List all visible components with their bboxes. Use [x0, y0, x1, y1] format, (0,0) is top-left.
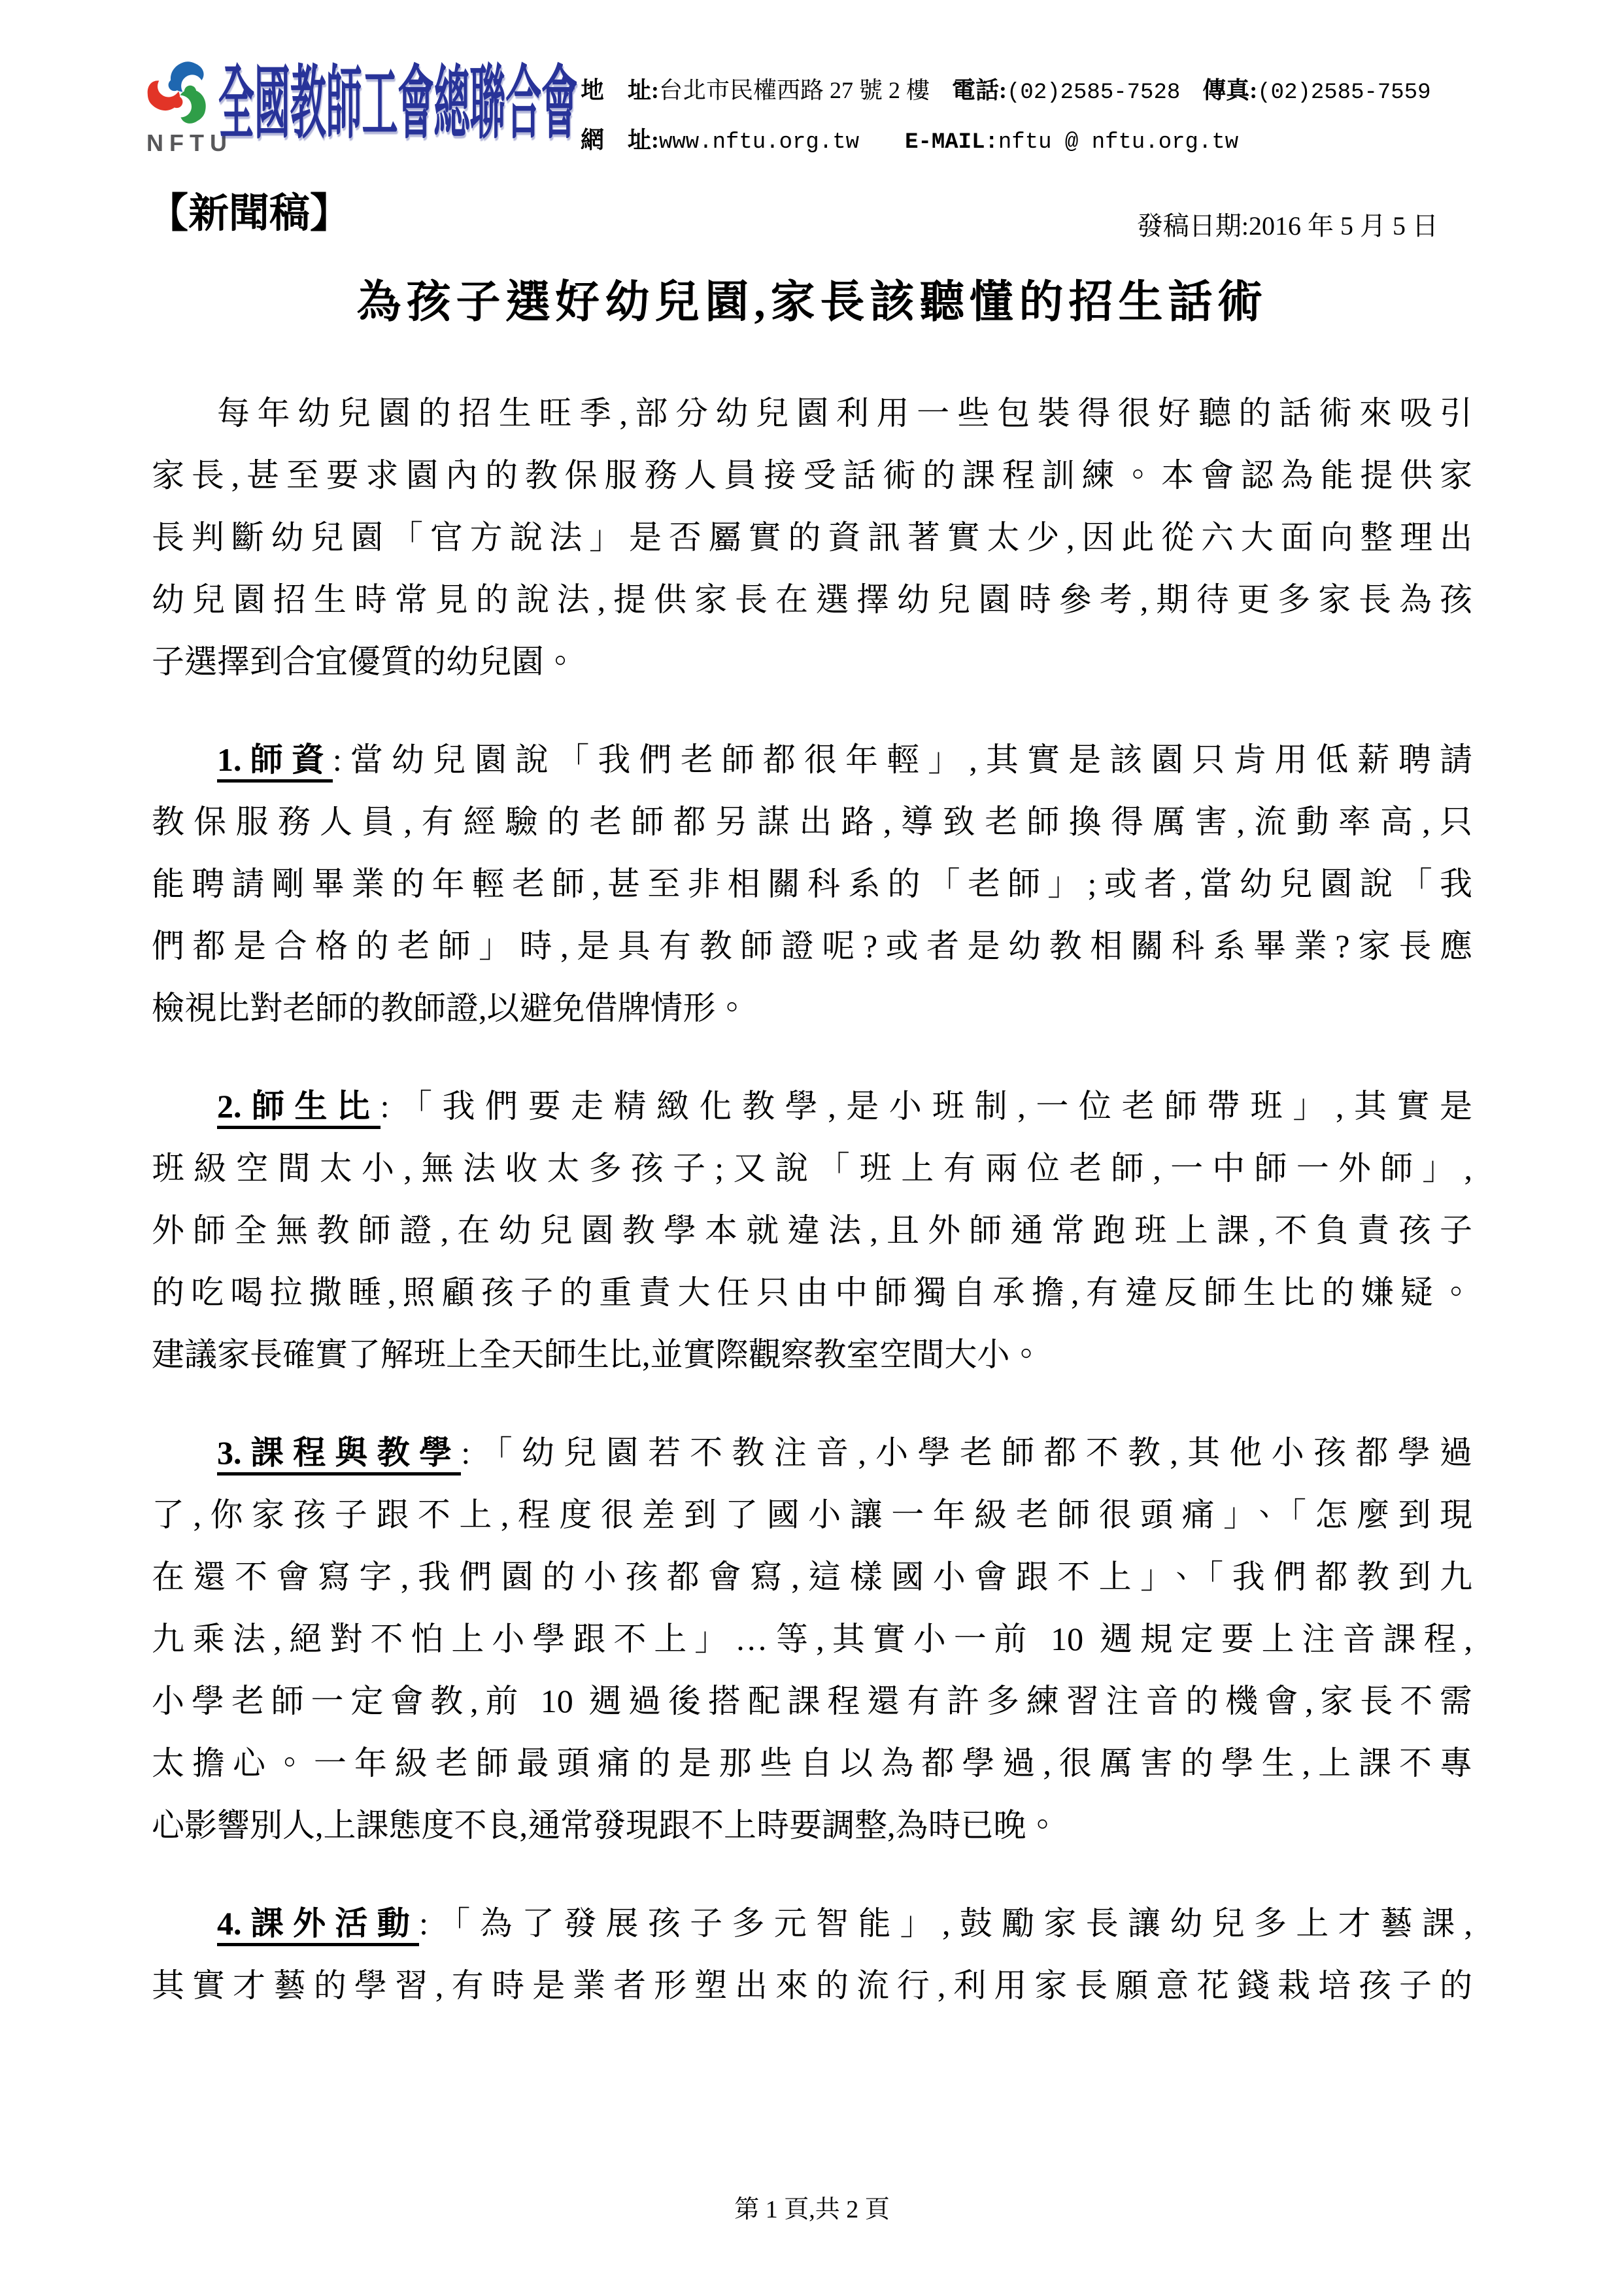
email-value: nftu @ nftu.org.tw: [998, 130, 1239, 155]
section-heading: 3.課程與教學: [217, 1434, 461, 1476]
body-line: 家長,甚至要求園內的教保服務人員接受話術的課程訓練。本會認為能提供家: [152, 457, 1472, 494]
contact-line-address: [581, 72, 1431, 105]
section-heading-rest: :「為了發展孩子多元智能」,鼓勵家長讓幼兒多上才藝課,: [419, 1905, 1473, 1942]
email-label: E-MAIL:: [905, 130, 998, 155]
body-line: 幼兒園招生時常見的說法,提供家長在選擇幼兒園時參考,期待更多家長為孩: [152, 581, 1472, 618]
org-name-calligraphy: 全國教師工會總聯合會: [218, 60, 577, 148]
body-line: 在還不會寫字,我們園的小孩都會寫,這樣國小會跟不上」、「我們都教到九: [152, 1559, 1472, 1595]
section-heading: 4.課外活動: [217, 1905, 419, 1946]
release-date: 發稿日期:2016 年 5 月 5 日: [1136, 211, 1438, 241]
body-line: 的吃喝拉撒睡,照顧孩子的重責大任只由中師獨自承擔,有違反師生比的嫌疑。: [152, 1274, 1472, 1311]
logo-nftu-text: NFTU: [146, 129, 233, 156]
section-heading: 1.師資: [217, 741, 333, 783]
phone-label: 電話:: [952, 77, 1007, 103]
body-line: 檢視比對老師的教師證,以避免借牌情形。: [152, 990, 749, 1026]
nftu-logo-icon: [144, 58, 217, 131]
body-line: [152, 1893, 1472, 1955]
body-line: 教保服務人員,有經驗的老師都另謀出路,導致老師換得厲害,流動率高,只: [152, 803, 1472, 840]
press-release-body: [152, 382, 1472, 2053]
body-line: 小學老師一定會教,前 10 週過後搭配課程還有許多練習注音的機會,家長不需: [152, 1683, 1472, 1719]
web-value: www.nftu.org.tw: [659, 130, 860, 155]
body-line: 能聘請剛畢業的年輕老師,甚至非相關科系的「老師」;或者,當幼兒園說「我: [152, 866, 1472, 902]
body-line: [152, 1075, 1472, 1138]
body-line: 每年幼兒園的招生旺季,部分幼兒園利用一些包裝得很好聽的話術來吸引: [217, 395, 1472, 431]
section-curriculum: [152, 1422, 1472, 1857]
body-line: 心影響別人,上課態度不良,通常發現跟不上時要調整,為時已晚。: [152, 1807, 1059, 1844]
body-line: [152, 729, 1472, 791]
section-heading-rest: :「幼兒園若不教注音,小學老師都不教,其他小孩都學過: [461, 1434, 1473, 1471]
address-value: 台北市民權西路 27 號 2 樓: [659, 77, 930, 103]
section-ratio: [152, 1075, 1472, 1386]
fax-value: (02)2585-7559: [1257, 80, 1431, 105]
section-heading-rest: :「我們要走精緻化教學,是小班制,一位老師帶班」,其實是: [380, 1088, 1473, 1124]
phone-value: (02)2585-7528: [1007, 80, 1181, 105]
page-number-footer: 第 1 頁,共 2 頁: [734, 2196, 890, 2223]
section-heading-rest: :當幼兒園說「我們老師都很年輕」,其實是該園只肯用低薪聘請: [332, 741, 1473, 778]
intro-paragraph: [152, 382, 1472, 693]
section-heading: 2.師生比: [217, 1088, 381, 1129]
section-teachers: [152, 729, 1472, 1039]
body-line: 長判斷幼兒園「官方說法」是否屬實的資訊著實太少,因此從六大面向整理出: [152, 519, 1472, 556]
contact-line-web: [581, 122, 1238, 155]
body-line: 了,你家孩子跟不上,程度很差到了國小讓一年級老師很頭痛」、「怎麼到現: [152, 1496, 1472, 1533]
body-line: 班級空間太小,無法收太多孩子;又說「班上有兩位老師,一中師一外師」,: [152, 1150, 1472, 1187]
doc-type-label: 【新聞稿】: [148, 192, 351, 236]
page-title: 為孩子選好幼兒園,家長該聽懂的招生話術: [356, 277, 1268, 327]
body-line: 們都是合格的老師」時,是具有教師證呢?或者是幼教相關科系畢業?家長應: [152, 928, 1472, 964]
body-line: 子選擇到合宜優質的幼兒園。: [152, 643, 577, 680]
body-line: 建議家長確實了解班上全天師生比,並實際觀察教室空間大小。: [152, 1336, 1043, 1373]
fax-label: 傳真:: [1202, 77, 1258, 103]
body-line: 其實才藝的學習,有時是業者形塑出來的流行,利用家長願意花錢栽培孩子的: [152, 1967, 1472, 2004]
body-line: [152, 1422, 1472, 1484]
body-line: 外師全無教師證,在幼兒園教學本就違法,且外師通常跑班上課,不負責孩子: [152, 1212, 1472, 1249]
body-line: 太擔心。一年級老師最頭痛的是那些自以為都學過,很厲害的學生,上課不專: [152, 1745, 1472, 1781]
web-label: 網 址:: [581, 127, 659, 153]
address-label: 地 址:: [581, 77, 659, 103]
body-line: 九乘法,絕對不怕上小學跟不上」…等,其實小一前 10 週規定要上注音課程,: [152, 1621, 1472, 1657]
section-extracurricular: [152, 1893, 1472, 2017]
